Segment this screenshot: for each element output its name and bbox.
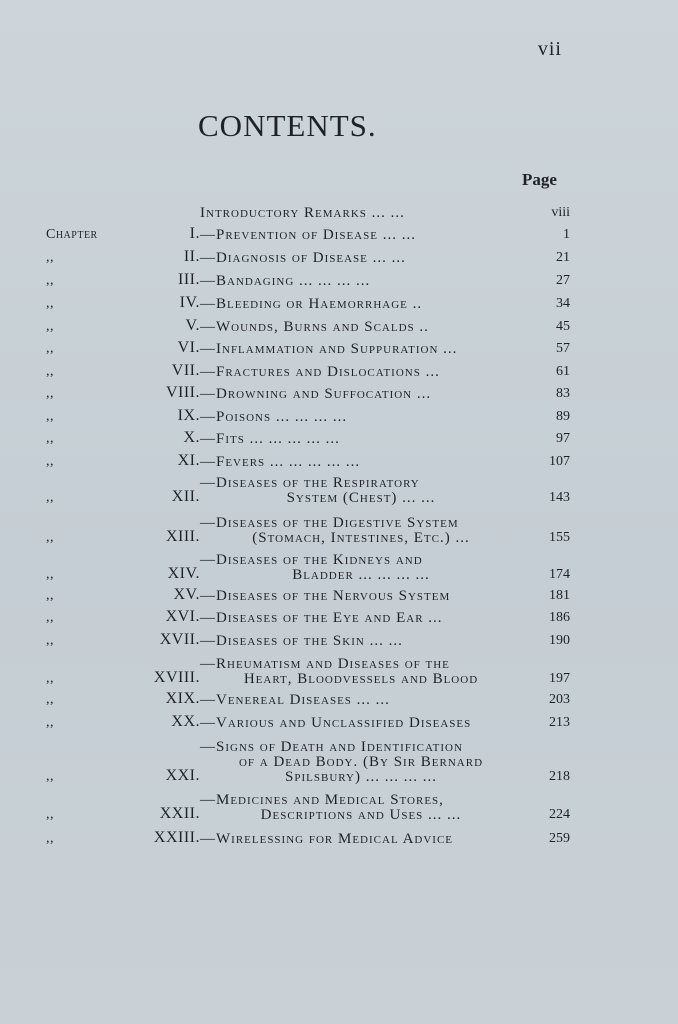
chapter-prefix: ,,: [46, 341, 54, 356]
toc-entry: [46, 425, 570, 447]
page-ref: 259: [549, 831, 570, 846]
chapter-title: —Fractures and Dislocations ...: [200, 364, 440, 380]
page-ref: 83: [556, 386, 570, 401]
chapter-number: III.: [178, 271, 200, 288]
chapter-number: XIX.: [165, 690, 200, 707]
chapter-title: —Signs of Death and Identification of a Dead Body. (By Sir Bernard Spilsbury) ... ... ... ...: [200, 739, 484, 785]
chapter-number: IX.: [177, 407, 200, 424]
chapter-number: XV.: [173, 586, 200, 603]
chapter-prefix: ,,: [46, 633, 54, 648]
table-of-contents: [46, 198, 570, 847]
chapter-prefix: ,,: [46, 490, 54, 505]
page-ref: 27: [556, 273, 570, 288]
page-ref: 97: [556, 431, 570, 446]
chapter-prefix: ,,: [46, 807, 54, 822]
chapter-number: IV.: [179, 294, 200, 311]
chapter-title: —Diseases of the Digestive System (Stomach, Intestines, Etc.) ...: [200, 515, 470, 546]
page-ref: 107: [549, 454, 570, 469]
chapter-number: XVII.: [159, 631, 200, 648]
chapter-number: XXI.: [165, 767, 200, 784]
toc-entry: [46, 335, 570, 357]
toc-entry: [46, 687, 570, 708]
page-ref: 197: [549, 671, 570, 686]
chapter-title: —Bandaging ... ... ... ...: [200, 273, 371, 289]
chapter-prefix: ,,: [46, 588, 54, 603]
chapter-title: —Various and Unclassified Diseases: [200, 715, 472, 731]
chapter-number: XXII.: [159, 805, 200, 822]
contents-heading: CONTENTS.: [198, 108, 377, 143]
page-ref: 224: [549, 807, 570, 822]
chapter-number: XIV.: [167, 565, 200, 582]
chapter-title: Introductory Remarks ... ...: [200, 205, 405, 221]
chapter-number: XVI.: [165, 608, 200, 625]
toc-entry: [46, 470, 570, 506]
chapter-title: —Rheumatism and Diseases of the Heart, Bloodvessels and Blood: [200, 656, 479, 687]
chapter-prefix: ,,: [46, 296, 54, 311]
toc-entry: [46, 243, 570, 266]
chapter-number: X.: [183, 429, 200, 446]
page-ref: 190: [549, 633, 570, 648]
chapter-prefix: ,,: [46, 671, 54, 686]
toc-entry: [46, 731, 570, 785]
chapter-number: V.: [185, 317, 200, 334]
chapter-number: XX.: [171, 713, 200, 730]
chapter-prefix: ,,: [46, 769, 54, 784]
page-ref: 89: [556, 409, 570, 424]
chapter-number: VI.: [177, 339, 200, 356]
chapter-number: II.: [183, 248, 200, 265]
toc-entry: [46, 506, 570, 546]
chapter-prefix: ,,: [46, 715, 54, 730]
page-ref: 34: [556, 296, 570, 311]
page-ref: 174: [549, 567, 570, 582]
chapter-title: —Drowning and Suffocation ...: [200, 386, 432, 402]
toc-entry: [46, 266, 570, 289]
page-column-header: Page: [522, 170, 557, 189]
chapter-prefix: ,,: [46, 831, 54, 846]
chapter-number: XII.: [171, 488, 200, 505]
chapter-prefix: ,,: [46, 530, 54, 545]
chapter-prefix: ,,: [46, 610, 54, 625]
chapter-prefix: ,,: [46, 454, 54, 469]
page-ref: 213: [549, 715, 570, 730]
page-ref: 45: [556, 319, 570, 334]
page-ref: 203: [549, 692, 570, 707]
page-number: vii: [537, 38, 562, 60]
page-ref: viii: [551, 205, 570, 220]
chapter-title: —Diseases of the Nervous System: [200, 588, 451, 604]
chapter-number: VII.: [171, 362, 200, 379]
toc-entry: [46, 312, 570, 335]
toc-entry: [46, 649, 570, 687]
chapter-prefix: ,,: [46, 250, 54, 265]
chapter-title: —Fevers ... ... ... ... ...: [200, 454, 361, 470]
page-ref: 61: [556, 364, 570, 379]
chapter-title: —Wirelessing for Medical Advice: [200, 831, 454, 847]
chapter-title: —Medicines and Medical Stores, Descriptions and Uses ... ...: [200, 792, 462, 823]
chapter-title: —Diagnosis of Disease ... ...: [200, 250, 406, 266]
chapter-prefix: ,,: [46, 364, 54, 379]
toc-entry: [46, 823, 570, 847]
toc-entry: [46, 357, 570, 380]
chapter-prefix: ,,: [46, 567, 54, 582]
toc-entry: [46, 604, 570, 626]
toc-entry: [46, 380, 570, 402]
toc-entry: [46, 289, 570, 312]
chapter-number: XI.: [177, 452, 200, 469]
chapter-title: —Bleeding or Haemorrhage ..: [200, 296, 423, 312]
page-ref: 57: [556, 341, 570, 356]
page-ref: 21: [556, 250, 570, 265]
chapter-prefix: ,,: [46, 431, 54, 446]
toc-entry: [46, 198, 570, 221]
chapter-number: XVIII.: [153, 669, 200, 686]
chapter-title: —Diseases of the Respiratory System (Chest) ... ...: [200, 475, 436, 506]
chapter-title: —Inflammation and Suppuration ...: [200, 341, 458, 357]
chapter-prefix: ,,: [46, 273, 54, 288]
chapter-title: —Wounds, Burns and Scalds ..: [200, 319, 429, 335]
chapter-number: XXIII.: [153, 829, 200, 846]
chapter-title: —Poisons ... ... ... ...: [200, 409, 348, 425]
chapter-title: —Diseases of the Skin ... ...: [200, 633, 403, 649]
page-ref: 1: [563, 227, 570, 242]
chapter-title: —Venereal Diseases ... ...: [200, 692, 390, 708]
chapter-prefix: ,,: [46, 319, 54, 334]
toc-entry: [46, 583, 570, 604]
page-ref: 181: [549, 588, 570, 603]
chapter-title: —Prevention of Disease ... ...: [200, 227, 416, 243]
toc-entry: [46, 221, 570, 243]
chapter-title: —Diseases of the Eye and Ear ...: [200, 610, 443, 626]
toc-entry: [46, 546, 570, 583]
chapter-prefix: ,,: [46, 409, 54, 424]
chapter-prefix: ,,: [46, 386, 54, 401]
page-ref: 186: [549, 610, 570, 625]
toc-entry: [46, 447, 570, 470]
page-ref: 218: [549, 769, 570, 784]
toc-entry: [46, 785, 570, 823]
chapter-number: I.: [189, 225, 200, 242]
chapter-title: —Diseases of the Kidneys and Bladder ... ... ... ...: [200, 552, 430, 583]
toc-entry: [46, 626, 570, 649]
chapter-prefix: ,,: [46, 692, 54, 707]
chapter-prefix: Chapter: [46, 227, 98, 242]
toc-entry: [46, 402, 570, 425]
page-ref: 155: [549, 530, 570, 545]
page-ref: 143: [549, 490, 570, 505]
toc-entry: [46, 708, 570, 731]
chapter-title: —Fits ... ... ... ... ...: [200, 431, 340, 447]
chapter-number: VIII.: [165, 384, 200, 401]
chapter-number: XIII.: [165, 528, 200, 545]
